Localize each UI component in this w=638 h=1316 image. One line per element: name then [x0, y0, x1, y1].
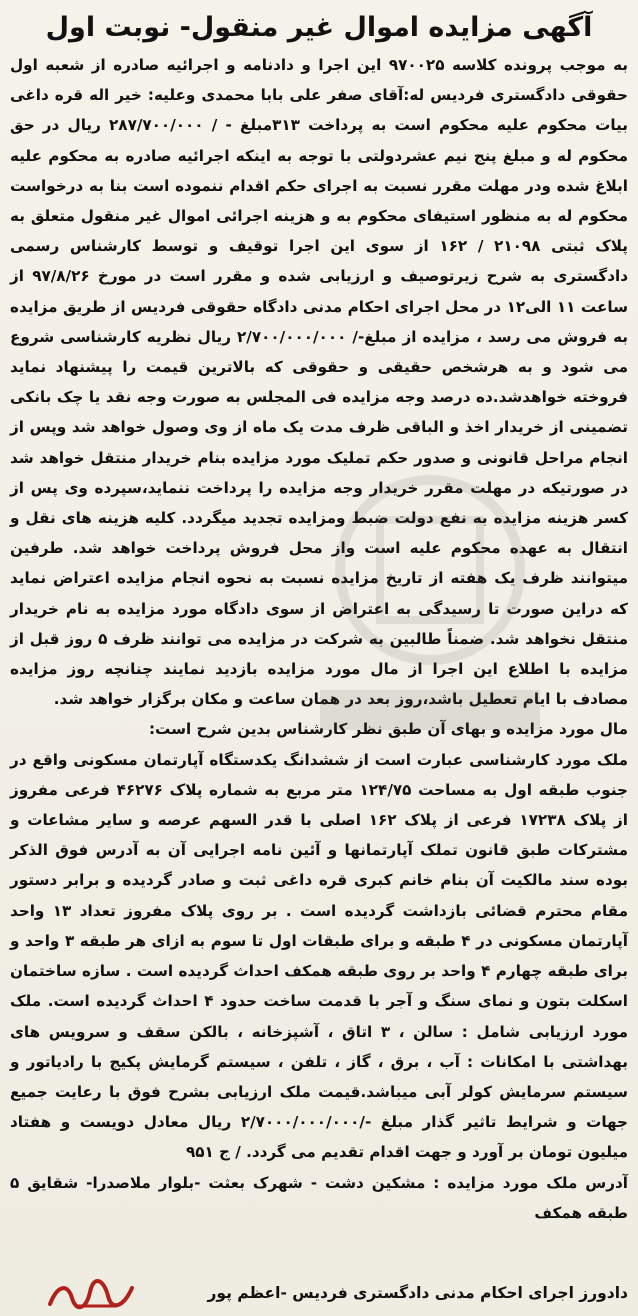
notice-footer	[40, 1276, 628, 1314]
notice-title: آگهی مزایده اموال غیر منقول- نوبت اول	[45, 12, 593, 43]
property-address: آدرس ملک مورد مزایده : مشکین دشت - شهرک بعثت -بلوار ملاصدرا- شقایق ۵ طبقه همکف	[10, 1173, 628, 1222]
notice-body	[10, 50, 628, 1228]
signature-line: دادورز اجرای احکام مدنی دادگستری فردیس -اعظم پور	[207, 1284, 628, 1302]
section-heading: مال مورد مزایده و بهای آن طبق نظر کارشناس بدین شرح است:	[148, 720, 628, 739]
notice-paragraph: به موجب پرونده کلاسه ۹۷۰۰۲۵ این اجرا و دادنامه و اجرائیه صادره از شعبه اول حقوقی دادگستری فردیس له:آقای صفر علی بابا محمدی وعلیه: خیر اله قره داغی بیات محکوم علیه محکوم است به پرداخت ۳۱۳مبلغ - / ۲۸۷/۷۰۰/۰۰۰ ریال در حق محکوم له و مبلغ پنج نیم عشردولتی با توجه به اینکه اجرائیه صادره به محکوم علیه ابلاغ شده ودر مهلت مقرر نسبت به اجرای حکم اقدام ننموده است بنا به درخواست محکوم له به منظور استیفای محکوم به و هزینه اجرائی اموال غیر منقول متعلق به پلاک ثبتی ۲۱۰۹۸ / ۱۶۲ از سوی این اجرا توقیف و توسط کارشناس رسمی دادگستری به شرح زیرتوصیف و ارزیابی شده و مقرر است در مورخ ۹۷/۸/۲۶ از ساعت ۱۱ الی۱۲ در محل اجرای احکام مدنی دادگاه حقوقی فردیس از طریق مزایده به فروش می رسد ، مزایده از مبلغ-/ ۲/۷۰۰/۰۰۰/۰۰۰ ریال نظریه کارشناسی شروع می شود و به هرشخص حقیقی و حقوقی که بالاترین قیمت را پیشنهاد نماید فروخته خواهدشد.ده درصد وجه مزایده فی المجلس به صورت وجه نقد یا چک بانکی تضمینی از خریدار اخذ و الباقی ظرف مدت یک ماه از وی وصول خواهد شد وپس از انجام مراحل قانونی و صدور حکم تملیک مورد مزایده بنام خریدار منتقل خواهد شد در صورتیکه در مهلت مقرر خریدار وجه مزایده را پرداخت ننماید،سپرده وی پس از کسر هزینه مزایده به نفع دولت ضبط ومزایده تجدید میگردد. کلیه هزینه های نقل و انتقال به عهده محکوم علیه است واز محل فروش پرداخت خواهد شد. طرفین میتوانند ظرف یک هفته از تاریخ مزایده نسبت به نحوه انجام مزایده اعتراض نماید که دراین صورت تا رسیدگی به اعتراض از سوی دادگاه مورد مزایده به نام خریدار منتقل نخواهد شد. ضمناً طالبین به شرکت در مزایده می توانند ظرف ۵ روز قبل از مزایده با اطلاع این اجرا از مال مورد مزایده بازدید نمایند چنانچه روز مزایده مصادف با ایام تعطیل باشد،روز بعد در همان ساعت و مکان برگزار خواهد شد.	[10, 56, 629, 709]
property-description: ملک مورد کارشناسی عبارت است از ششدانگ یکدستگاه آپارتمان مسکونی واقع در جنوب طبقه اول به مساحت ۱۲۴/۷۵ متر مربع به شماره پلاک ۴۶۲۷۶ فرعی مفروز از پلاک ۱۷۲۳۸ فرعی از پلاک ۱۶۲ اصلی با قدر السهم عرصه و سایر مشاعات و مشترکات طبق قانون تملک آپارتمانها و آئین نامه اجرایی آن به آدرس فوق الذکر بوده سند مالکیت آن بنام خانم کبری قره داغی ثبت و صادر گردیده و برابر دستور مقام محترم قضائی بازداشت گردیده است . بر روی پلاک مفروز تعداد ۱۳ واحد آپارتمان مسکونی در ۴ طبقه و برای طبقات اول تا سوم به ازای هر طبقه ۳ واحد و برای طبقه چهارم ۴ واحد بر روی طبقه همکف احداث گردیده است . سازه ساختمان اسکلت بتون و نمای سنگ و آجر با قدمت ساخت حدود ۴ احداث گردیده است. ملک مورد ارزیابی شامل : سالن ، ۳ اتاق ، آشپزخانه ، بالکن سقف و سرویس های بهداشتی با امکانات : آب ، برق ، گاز ، تلفن ، سیستم گرمایش پکیج با رادیاتور و سیستم سرمایش کولر آبی میباشد.قیمت ملک ارزیابی بشرح فوق با رعایت جمیع جهات و شرایط تاثیر گذار مبلغ -/۲/۷۰۰۰/۰۰۰/۰۰۰ ریال معادل دویست و هفتاد میلیون تومان بر آورد و جهت اقدام تقدیم می گردد. / ج ۹۵۱	[10, 750, 628, 1162]
handwritten-signature-icon	[46, 1276, 136, 1312]
